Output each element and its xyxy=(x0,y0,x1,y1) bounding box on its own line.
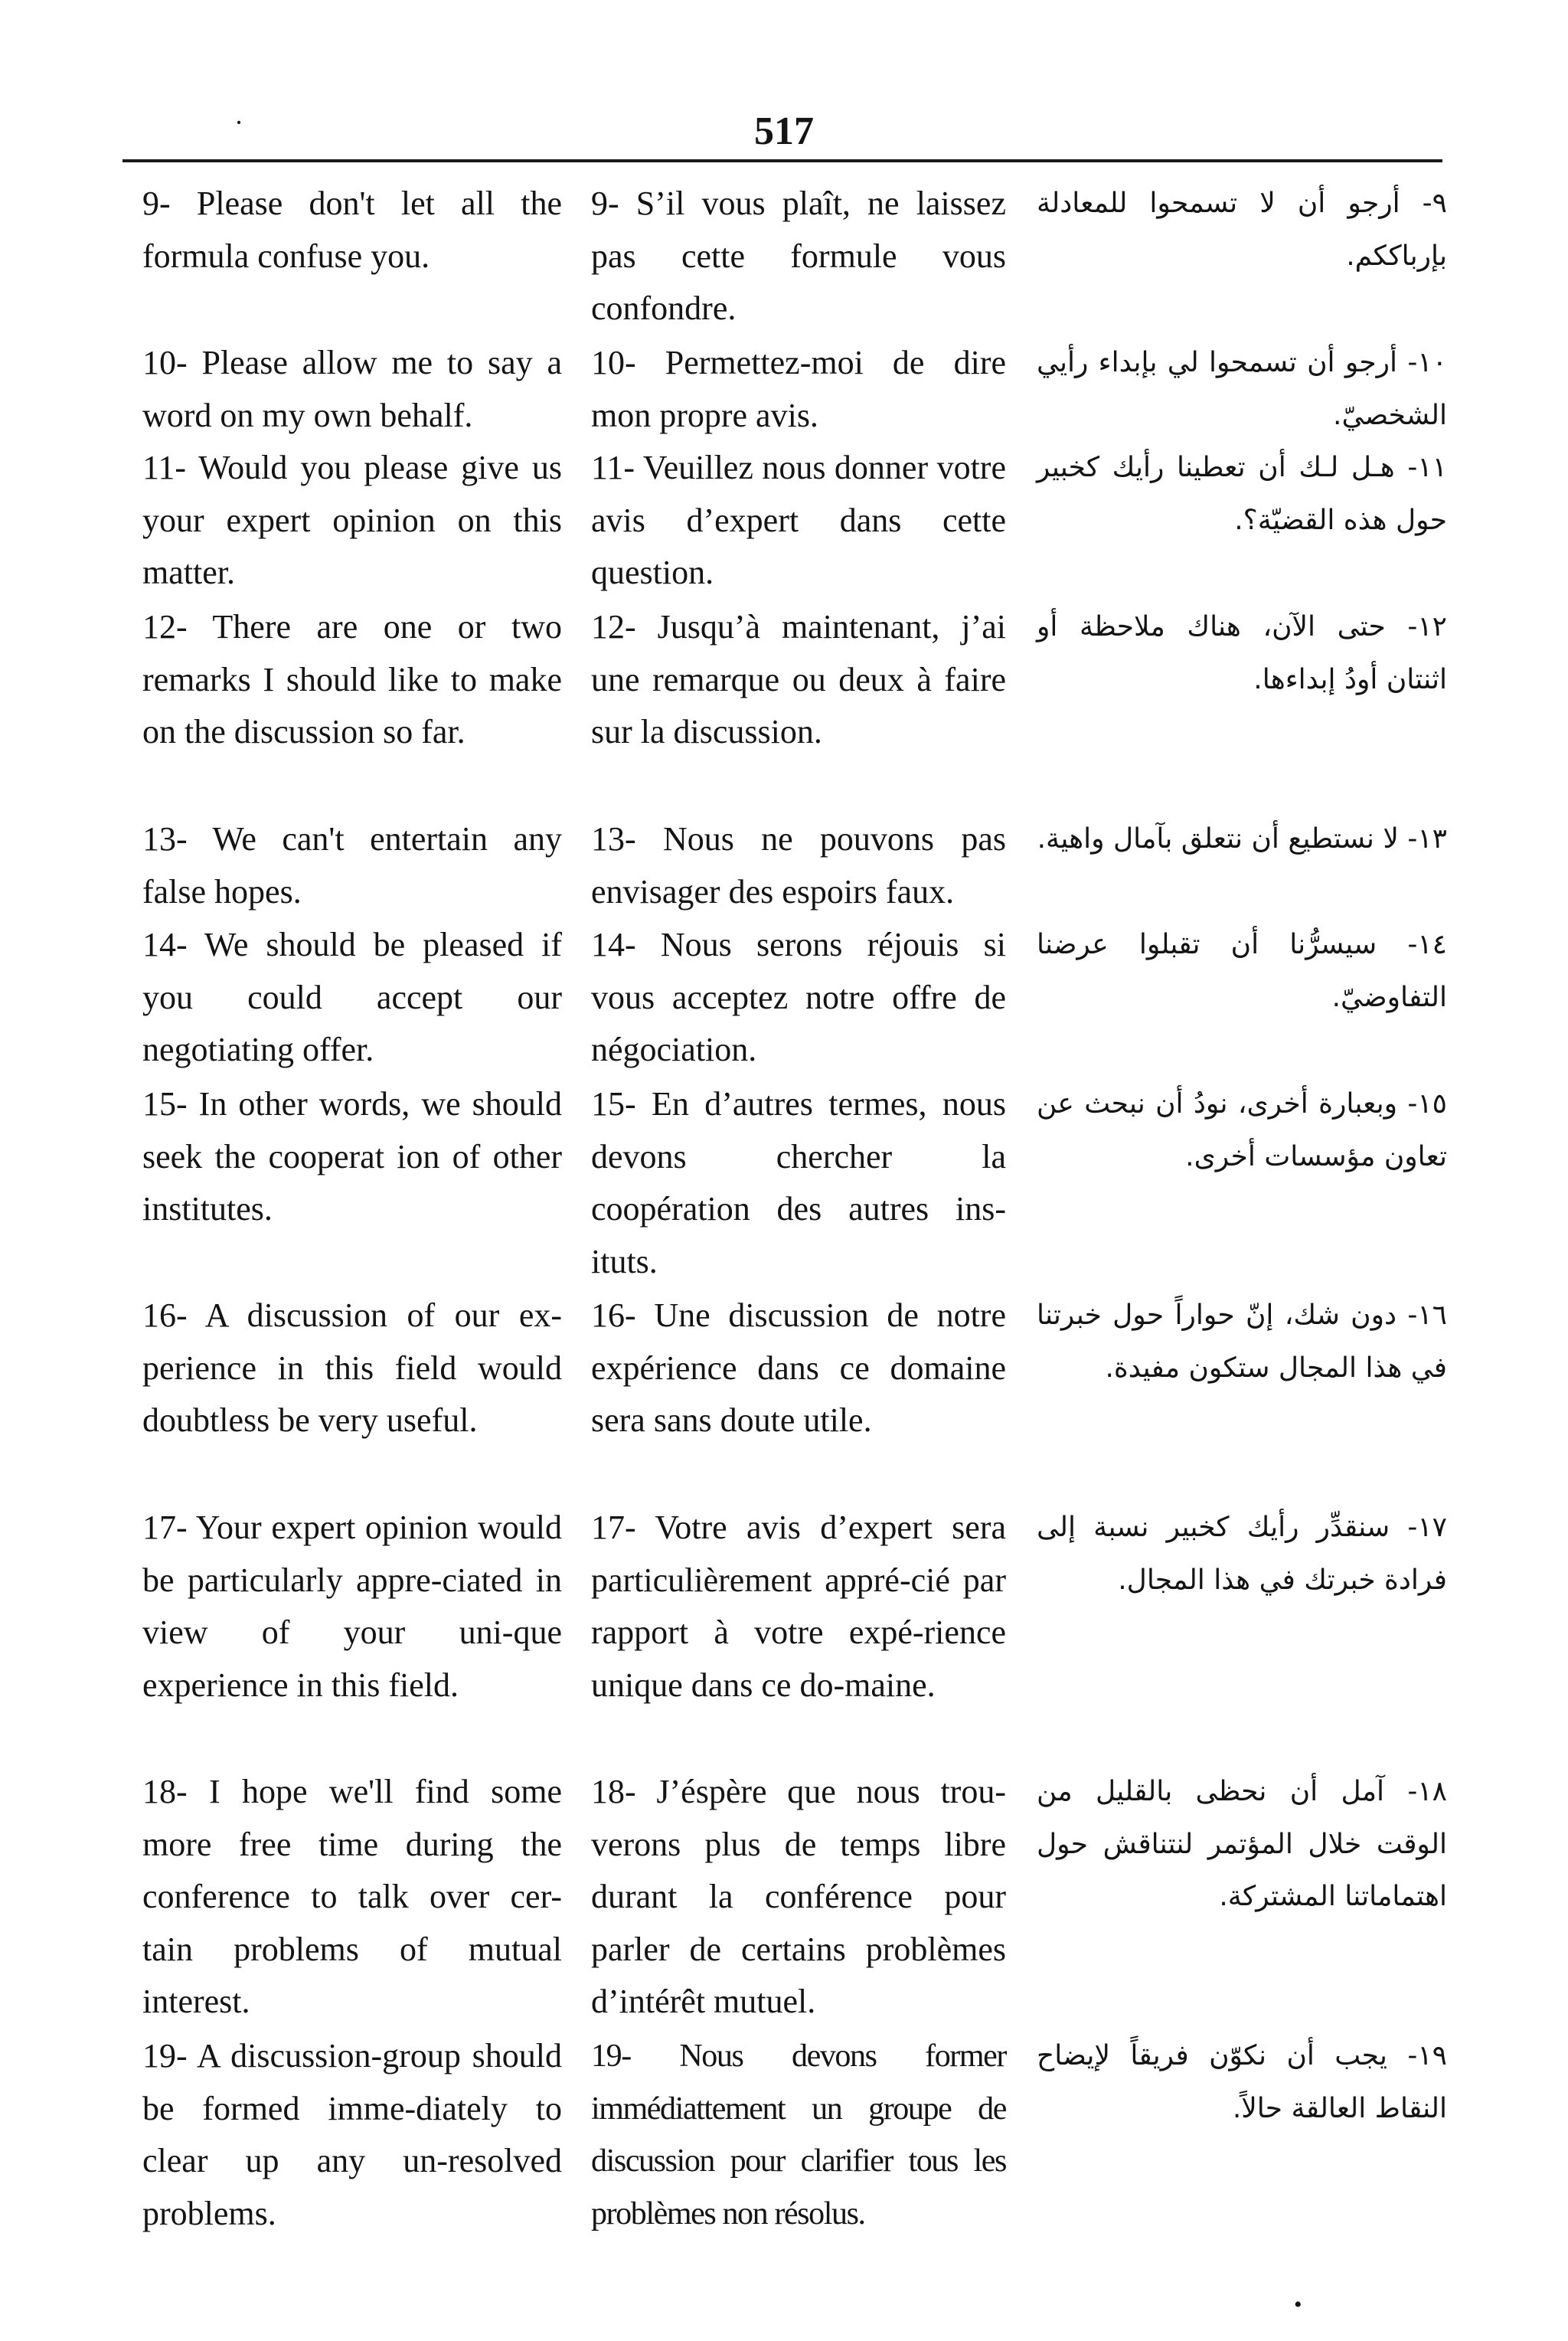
arabic-text: ١٣- لا نستطيع أن نتعلق بآمال واهية. xyxy=(1037,823,1447,855)
english-text: 11- Would you please give us your expert opinion on this matter. xyxy=(142,449,562,591)
french-text: 13- Nous ne pouvons pas envisager des espoirs faux. xyxy=(591,820,1006,911)
english-text: 10- Please allow me to say a word on my own behalf. xyxy=(142,344,562,434)
english-text: 19- A discussion-group should be formed imme-diately to clear up any un-resolved problems. xyxy=(142,2037,562,2232)
arabic-text: ٩- أرجو أن لا تسمحوا للمعادلة بإرباككم. xyxy=(1037,188,1447,272)
french-text: 14- Nous serons réjouis si vous acceptez notre offre de négociation. xyxy=(591,926,1006,1068)
arabic-text: ١٩- يجب أن نكوّن فريقاً لإيضاح النقاط العالقة حالاً. xyxy=(1037,2040,1447,2124)
english-text: 9- Please don't let all the formula confuse you. xyxy=(142,185,562,275)
french-text: 18- J’éspère que nous trou-verons plus de temps libre durant la conférence pour parler de certains problèmes d’intérêt mutuel. xyxy=(591,1773,1006,2020)
english-text: 14- We should be pleased if you could accept our negotiating offer. xyxy=(142,926,562,1068)
french-text: 15- En d’autres termes, nous devons chercher la coopération des autres ins-ituts. xyxy=(591,1085,1006,1280)
page-number: 517 xyxy=(754,110,814,153)
french-text: 11- Veuillez nous donner votre avis d’expert dans cette question. xyxy=(591,449,1006,591)
arabic-text: ١٢- حتى الآن، هناك ملاحظة أو اثنتان أودُ إبداءها. xyxy=(1037,611,1447,695)
arabic-text: ١٨- آمل أن نحظى بالقليل من الوقت خلال المؤتمر لنتناقش حول اهتماماتنا المشتركة. xyxy=(1037,1776,1447,1912)
page-mark-top: · xyxy=(234,107,243,138)
arabic-text: ١٤- سيسرُّنا أن تقبلوا عرضنا التفاوضيّ. xyxy=(1037,929,1447,1013)
english-text: 18- I hope we'll find some more free time during the conference to talk over cer-tain problems of mutual interest. xyxy=(142,1773,562,2020)
english-text: 13- We can't entertain any false hopes. xyxy=(142,820,562,911)
french-text: 19- Nous devons former immédiattement un groupe de discussion pour clarifier tous les problèmes non résolus. xyxy=(591,2039,1006,2231)
arabic-text: ١١- هـل لـك أن تعطينا رأيك كخبير حول هذه القضيّة؟. xyxy=(1037,452,1447,536)
english-text: 16- A discussion of our ex-perience in this field would doubtless be very useful. xyxy=(142,1296,562,1439)
french-text: 16- Une discussion de notre expérience dans ce domaine sera sans doute utile. xyxy=(591,1296,1006,1439)
header-rule xyxy=(122,159,1442,162)
french-text: 17- Votre avis d’expert sera particulièrement appré-cié par rapport à votre expé-rience unique dans ce do-maine. xyxy=(591,1509,1006,1704)
french-text: 9- S’il vous plaît, ne laissez pas cette formule vous confondre. xyxy=(591,185,1006,327)
arabic-text: ١٥- وبعبارة أخرى، نودُ أن نبحث عن تعاون مؤسسات أخرى. xyxy=(1037,1088,1447,1172)
arabic-text: ١٧- سنقدِّر رأيك كخبير نسبة إلى فرادة خبرتك في هذا المجال. xyxy=(1037,1512,1447,1596)
arabic-text: ١٦- دون شك، إنّ حواراً حول خبرتنا في هذا المجال ستكون مفيدة. xyxy=(1037,1300,1447,1384)
arabic-text: ١٠- أرجو أن تسمحوا لي بإبداء رأيي الشخصيّ. xyxy=(1037,347,1447,431)
english-text: 17- Your expert opinion would be particularly appre-ciated in view of your uni-que experience in this field. xyxy=(142,1509,562,1704)
english-text: 15- In other words, we should seek the cooperat ion of other institutes. xyxy=(142,1085,562,1228)
french-text: 10- Permettez-moi de dire mon propre avis. xyxy=(591,344,1006,434)
french-text: 12- Jusqu’à maintenant, j’ai une remarque ou deux à faire sur la discussion. xyxy=(591,608,1006,750)
page-mark-bottom: • xyxy=(1294,2292,1302,2317)
english-text: 12- There are one or two remarks I should like to make on the discussion so far. xyxy=(142,608,562,750)
